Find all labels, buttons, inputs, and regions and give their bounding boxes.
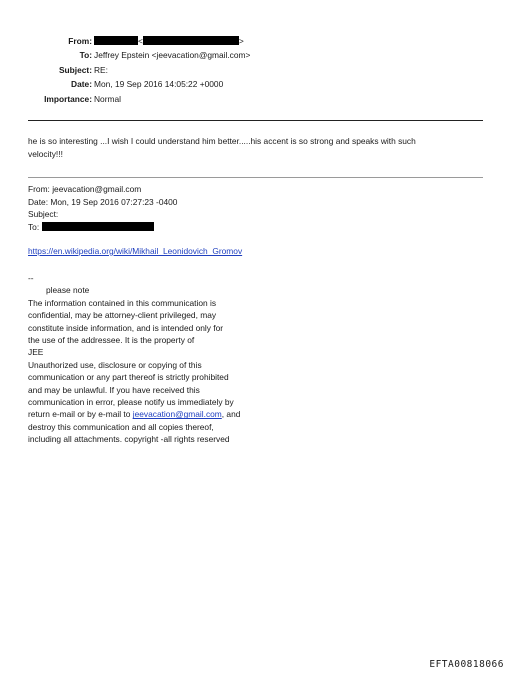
message-body <box>28 135 478 160</box>
redaction-bar <box>143 36 239 45</box>
disclaimer-post-link: , and <box>221 409 241 420</box>
disclaimer-line: confidential, may be attorney-client privileged, may <box>28 310 217 321</box>
disclaimer-line: communication in error, please notify us immediately by <box>28 397 234 408</box>
date-label: Date: <box>71 79 92 90</box>
forwarded-date: Date: Mon, 19 Sep 2016 07:27:23 -0400 <box>28 196 178 207</box>
from-value <box>94 34 244 48</box>
quote-divider <box>28 177 483 178</box>
disclaimer-note: please note <box>46 285 90 296</box>
importance-label: Importance: <box>44 93 92 104</box>
redaction-bar <box>94 36 138 45</box>
header-date-row <box>0 77 512 91</box>
header-subject-row <box>0 63 512 77</box>
disclaimer-pre-link: return e-mail or by e-mail to <box>28 409 131 420</box>
disclaimer-dashes: -- <box>28 273 34 283</box>
forwarded-header <box>28 183 177 233</box>
header-from-row <box>0 34 512 48</box>
bates-number: EFTA00818066 <box>429 659 504 670</box>
email-header <box>0 34 512 106</box>
from-close: > <box>238 36 244 46</box>
from-open: < <box>138 36 143 46</box>
header-importance-row <box>0 92 512 106</box>
forwarded-subject: Subject: <box>28 209 59 220</box>
message-line: velocity!!! <box>28 148 63 159</box>
disclaimer <box>28 272 328 446</box>
disclaimer-line: including all attachments. copyright -all rights reserved <box>28 434 230 445</box>
redaction-bar <box>42 222 154 231</box>
disclaimer-line: The information contained in this communication is <box>28 297 217 308</box>
disclaimer-line: the use of the addressee. It is the property of <box>28 335 195 346</box>
header-to-row <box>0 48 512 62</box>
disclaimer-line: Unauthorized use, disclosure or copying of this <box>28 359 202 370</box>
email-link[interactable]: jeevacation@gmail.com <box>132 409 222 420</box>
message-line: he is so interesting ...I wish I could understand him better.....his accent is so strong and speaks with such <box>28 136 416 146</box>
header-divider <box>28 120 483 121</box>
forwarded-to-label: To: <box>28 221 40 232</box>
forwarded-from: From: jeevacation@gmail.com <box>28 184 142 194</box>
disclaimer-line: communication or any part thereof is strictly prohibited <box>28 372 229 383</box>
wikipedia-link[interactable]: https://en.wikipedia.org/wiki/Mikhail_Leonidovich_Gromov <box>28 246 243 256</box>
to-label: To: <box>79 50 92 61</box>
date-value: Mon, 19 Sep 2016 14:05:22 +0000 <box>94 79 224 90</box>
disclaimer-line: and may be unlawful. If you have received this <box>28 384 200 395</box>
forwarded-to <box>28 221 177 234</box>
to-value: Jeffrey Epstein <jeevacation@gmail.com> <box>94 50 251 61</box>
importance-value: Normal <box>94 93 121 104</box>
disclaimer-line: JEE <box>28 347 44 358</box>
disclaimer-line: destroy this communication and all copies thereof, <box>28 421 214 432</box>
disclaimer-line: constitute inside information, and is intended only for <box>28 322 224 333</box>
from-label: From: <box>68 36 92 46</box>
subject-value: RE: <box>94 64 108 75</box>
wiki-link-row <box>28 246 242 256</box>
subject-label: Subject: <box>58 64 92 75</box>
disclaimer-line <box>28 408 328 420</box>
